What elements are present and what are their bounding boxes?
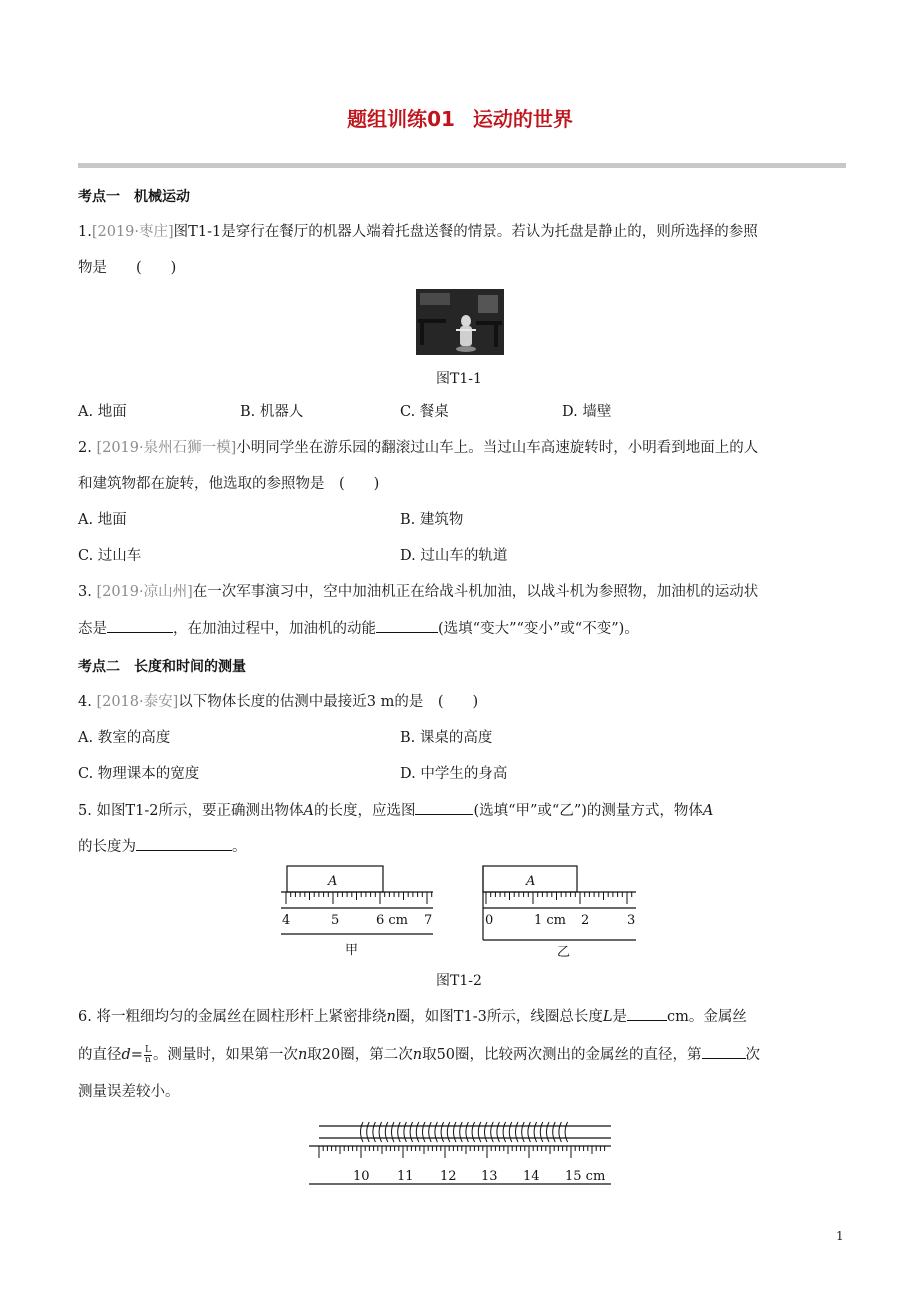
- answer-blank-2[interactable]: [376, 618, 438, 633]
- answer-blank-2[interactable]: [136, 836, 232, 851]
- title-divider: [78, 163, 846, 168]
- section-name: 长度和时间的测量: [134, 659, 246, 675]
- q4-option-a[interactable]: A. 教室的高度: [78, 730, 171, 746]
- q1-line1: [78, 222, 758, 242]
- coil-winding: [534, 1122, 537, 1142]
- coil-winding: [516, 1122, 519, 1142]
- q2-option-d[interactable]: D. 过山车的轨道: [400, 548, 508, 564]
- question-text: 图T1-1是穿行在餐厅的机器人端着托盘送餐的情景。若认为托盘是静止的，则所选择的参照: [173, 224, 758, 240]
- variable-a: A: [702, 803, 714, 819]
- text-segment: (选填“甲”或“乙”)的测量方式，物体: [473, 803, 703, 819]
- text-segment: 圈，如图T1-3所示，线圈总长度: [395, 1009, 603, 1025]
- text-segment: 6. 将一粗细均匀的金属丝在圆柱形杆上紧密排绕: [78, 1009, 387, 1025]
- fraction-denominator: n: [145, 1054, 151, 1065]
- tick-label: 4: [282, 913, 291, 928]
- q1-line2: 物是 ( ): [78, 260, 177, 276]
- q2-option-b[interactable]: B. 建筑物: [400, 512, 464, 528]
- coil-winding: [478, 1122, 481, 1142]
- q4-option-d[interactable]: D. 中学生的身高: [400, 766, 508, 782]
- tick-label: 5: [331, 913, 340, 928]
- text-segment: cm。金属丝: [666, 1009, 747, 1025]
- coil-winding: [404, 1122, 407, 1142]
- question-number: 4.: [78, 694, 92, 710]
- coil-winding: [528, 1122, 531, 1142]
- coil-winding: [503, 1122, 506, 1142]
- tick-label: 2: [581, 913, 590, 928]
- q1-option-d[interactable]: D. 墙壁: [562, 404, 612, 420]
- tick-label: 14: [523, 1169, 540, 1184]
- tick-label: 12: [440, 1169, 457, 1184]
- variable-n: n: [297, 1047, 308, 1063]
- q1-option-a[interactable]: A. 地面: [78, 404, 127, 420]
- coil-winding: [416, 1122, 419, 1142]
- variable-n: n: [386, 1009, 396, 1025]
- tick-label: 11: [397, 1169, 414, 1184]
- q3-line1: [78, 582, 758, 602]
- q1-option-b[interactable]: B. 机器人: [240, 404, 304, 420]
- question-source: [2019·泉州石狮一模]: [96, 440, 237, 456]
- answer-blank-1[interactable]: [627, 1006, 667, 1021]
- question-number: 2.: [78, 440, 92, 456]
- q5-line1: [78, 800, 713, 821]
- coil-winding: [485, 1122, 488, 1142]
- coil-winding: [441, 1122, 444, 1142]
- text-segment: 态是: [78, 621, 107, 637]
- text-segment: 。: [232, 839, 247, 855]
- ruler-ticks-right: [486, 892, 632, 904]
- section-heading-2: [78, 656, 246, 676]
- coil-winding: [466, 1122, 469, 1142]
- tick-label: 1 cm: [534, 913, 567, 928]
- q1-option-c[interactable]: C. 餐桌: [400, 404, 449, 420]
- section-name: 机械运动: [134, 189, 190, 205]
- coil-winding: [379, 1122, 382, 1142]
- q6-line3: 测量误差较小。: [78, 1084, 180, 1100]
- question-source: [2018·泰安]: [96, 694, 179, 710]
- ruler-ticks-left: [286, 892, 432, 904]
- answer-blank-2[interactable]: [702, 1044, 746, 1059]
- coil-winding: [497, 1122, 500, 1142]
- answer-blank-1[interactable]: [107, 618, 173, 633]
- section-label: 考点一: [78, 189, 120, 205]
- q2-option-c[interactable]: C. 过山车: [78, 548, 142, 564]
- question-source: [2019·凉山州]: [96, 584, 193, 600]
- q5-line2: [78, 836, 247, 857]
- tick-label: 6 cm: [376, 913, 409, 928]
- coil-winding: [410, 1122, 413, 1142]
- ruler-ticks: [319, 1146, 605, 1158]
- variable-d: d: [121, 1047, 131, 1063]
- text-segment: 次: [745, 1047, 761, 1063]
- answer-blank-1[interactable]: [415, 800, 473, 815]
- question-text: 小明同学坐在游乐园的翻滚过山车上。当过山车高速旋转时，小明看到地面上的人: [236, 440, 759, 456]
- tick-label: 7: [424, 913, 433, 928]
- text-segment: ，在加油过程中，加油机的动能: [173, 621, 376, 637]
- variable-a: A: [303, 803, 314, 819]
- q2-line2: 和建筑物都在旋转，他选取的参照物是 ( ): [78, 476, 380, 492]
- coil-ruler-figure-t1-3: [305, 1116, 615, 1188]
- coil-winding: [435, 1122, 438, 1142]
- title-part1: 题组训练01: [347, 107, 455, 131]
- restaurant-robot-photo: [416, 289, 504, 355]
- tick-label: 3: [627, 913, 636, 928]
- coil-winding: [472, 1122, 475, 1142]
- question-text: 在一次军事演习中，空中加油机正在给战斗机加油，以战斗机为参照物，加油机的运动状: [192, 584, 759, 600]
- figure-caption-t1-1: 图T1-1: [436, 371, 482, 387]
- figure-label-jia: 甲: [345, 943, 359, 958]
- coil-winding: [423, 1122, 426, 1142]
- text-segment: 取50圈，比较两次测出的金属丝的直径，第: [422, 1047, 702, 1063]
- q6-line1: [78, 1006, 747, 1027]
- text-segment: 的直径: [78, 1047, 122, 1063]
- q2-option-a[interactable]: A. 地面: [78, 512, 127, 528]
- question-text: 以下物体长度的估测中最接近3 m的是 ( ): [178, 694, 479, 710]
- ruler-left: [281, 866, 433, 958]
- coil-winding: [553, 1122, 556, 1142]
- coil-winding: [559, 1122, 562, 1142]
- coil-winding: [522, 1122, 525, 1142]
- coil-winding: [491, 1122, 494, 1142]
- figure-caption-t1-2: 图T1-2: [436, 973, 482, 989]
- q4-option-b[interactable]: B. 课桌的高度: [400, 730, 493, 746]
- coil-winding: [565, 1122, 568, 1142]
- coil-winding: [454, 1122, 457, 1142]
- variable-n: n: [412, 1047, 423, 1063]
- coil-winding: [398, 1122, 401, 1142]
- text-segment: 的长度为: [78, 839, 136, 855]
- coil-winding: [373, 1122, 376, 1142]
- variable-l: L: [602, 1009, 613, 1025]
- fraction-numerator: L: [144, 1044, 151, 1055]
- question-number: 3.: [78, 584, 92, 600]
- ruler-right: [483, 866, 636, 960]
- object-a-label: A: [328, 874, 338, 889]
- photo-content: [416, 289, 504, 355]
- tick-label: 15 cm: [565, 1169, 606, 1184]
- q4-line1: [78, 692, 478, 712]
- equals-sign: =: [130, 1047, 143, 1063]
- text-segment: (选填“变大”“变小”或“不变”)。: [438, 621, 639, 637]
- page-number: 1: [836, 1229, 844, 1243]
- fraction-l-over-n: [144, 1046, 152, 1065]
- coil-winding: [540, 1122, 543, 1142]
- coil-winding: [447, 1122, 450, 1142]
- q2-line1: [78, 438, 758, 458]
- coil-winding: [460, 1122, 463, 1142]
- q6-line2: [78, 1044, 760, 1065]
- ruler-figure-t1-2: [276, 860, 646, 964]
- coil-winding: [429, 1122, 432, 1142]
- section-heading-1: [78, 186, 190, 206]
- coil-winding: [509, 1122, 512, 1142]
- tick-label: 13: [481, 1169, 498, 1184]
- page-title: [0, 103, 920, 132]
- coil-winding: [367, 1122, 370, 1142]
- coil-winding: [547, 1122, 550, 1142]
- section-label: 考点二: [78, 659, 120, 675]
- coil-winding: [385, 1122, 388, 1142]
- title-part2: 运动的世界: [472, 107, 573, 131]
- text-segment: 。测量时，如果第一次: [152, 1047, 298, 1063]
- figure-label-yi: 乙: [557, 945, 571, 960]
- text-segment: 是: [612, 1009, 627, 1025]
- object-a-label: A: [526, 874, 536, 889]
- question-source: [2019·枣庄]: [91, 224, 174, 240]
- text-segment: 取20圈，第二次: [307, 1047, 413, 1063]
- coil-winding: [392, 1122, 395, 1142]
- tick-label: 10: [353, 1169, 370, 1184]
- tick-label: 0: [485, 913, 494, 928]
- text-segment: 的长度，应选图: [313, 803, 416, 819]
- coil-winding: [361, 1122, 364, 1142]
- q4-option-c[interactable]: C. 物理课本的宽度: [78, 766, 200, 782]
- question-number: 1.: [78, 224, 92, 240]
- q3-line2: [78, 618, 639, 639]
- wire-coil: [361, 1122, 568, 1142]
- text-segment: 5. 如图T1-2所示，要正确测出物体: [78, 803, 304, 819]
